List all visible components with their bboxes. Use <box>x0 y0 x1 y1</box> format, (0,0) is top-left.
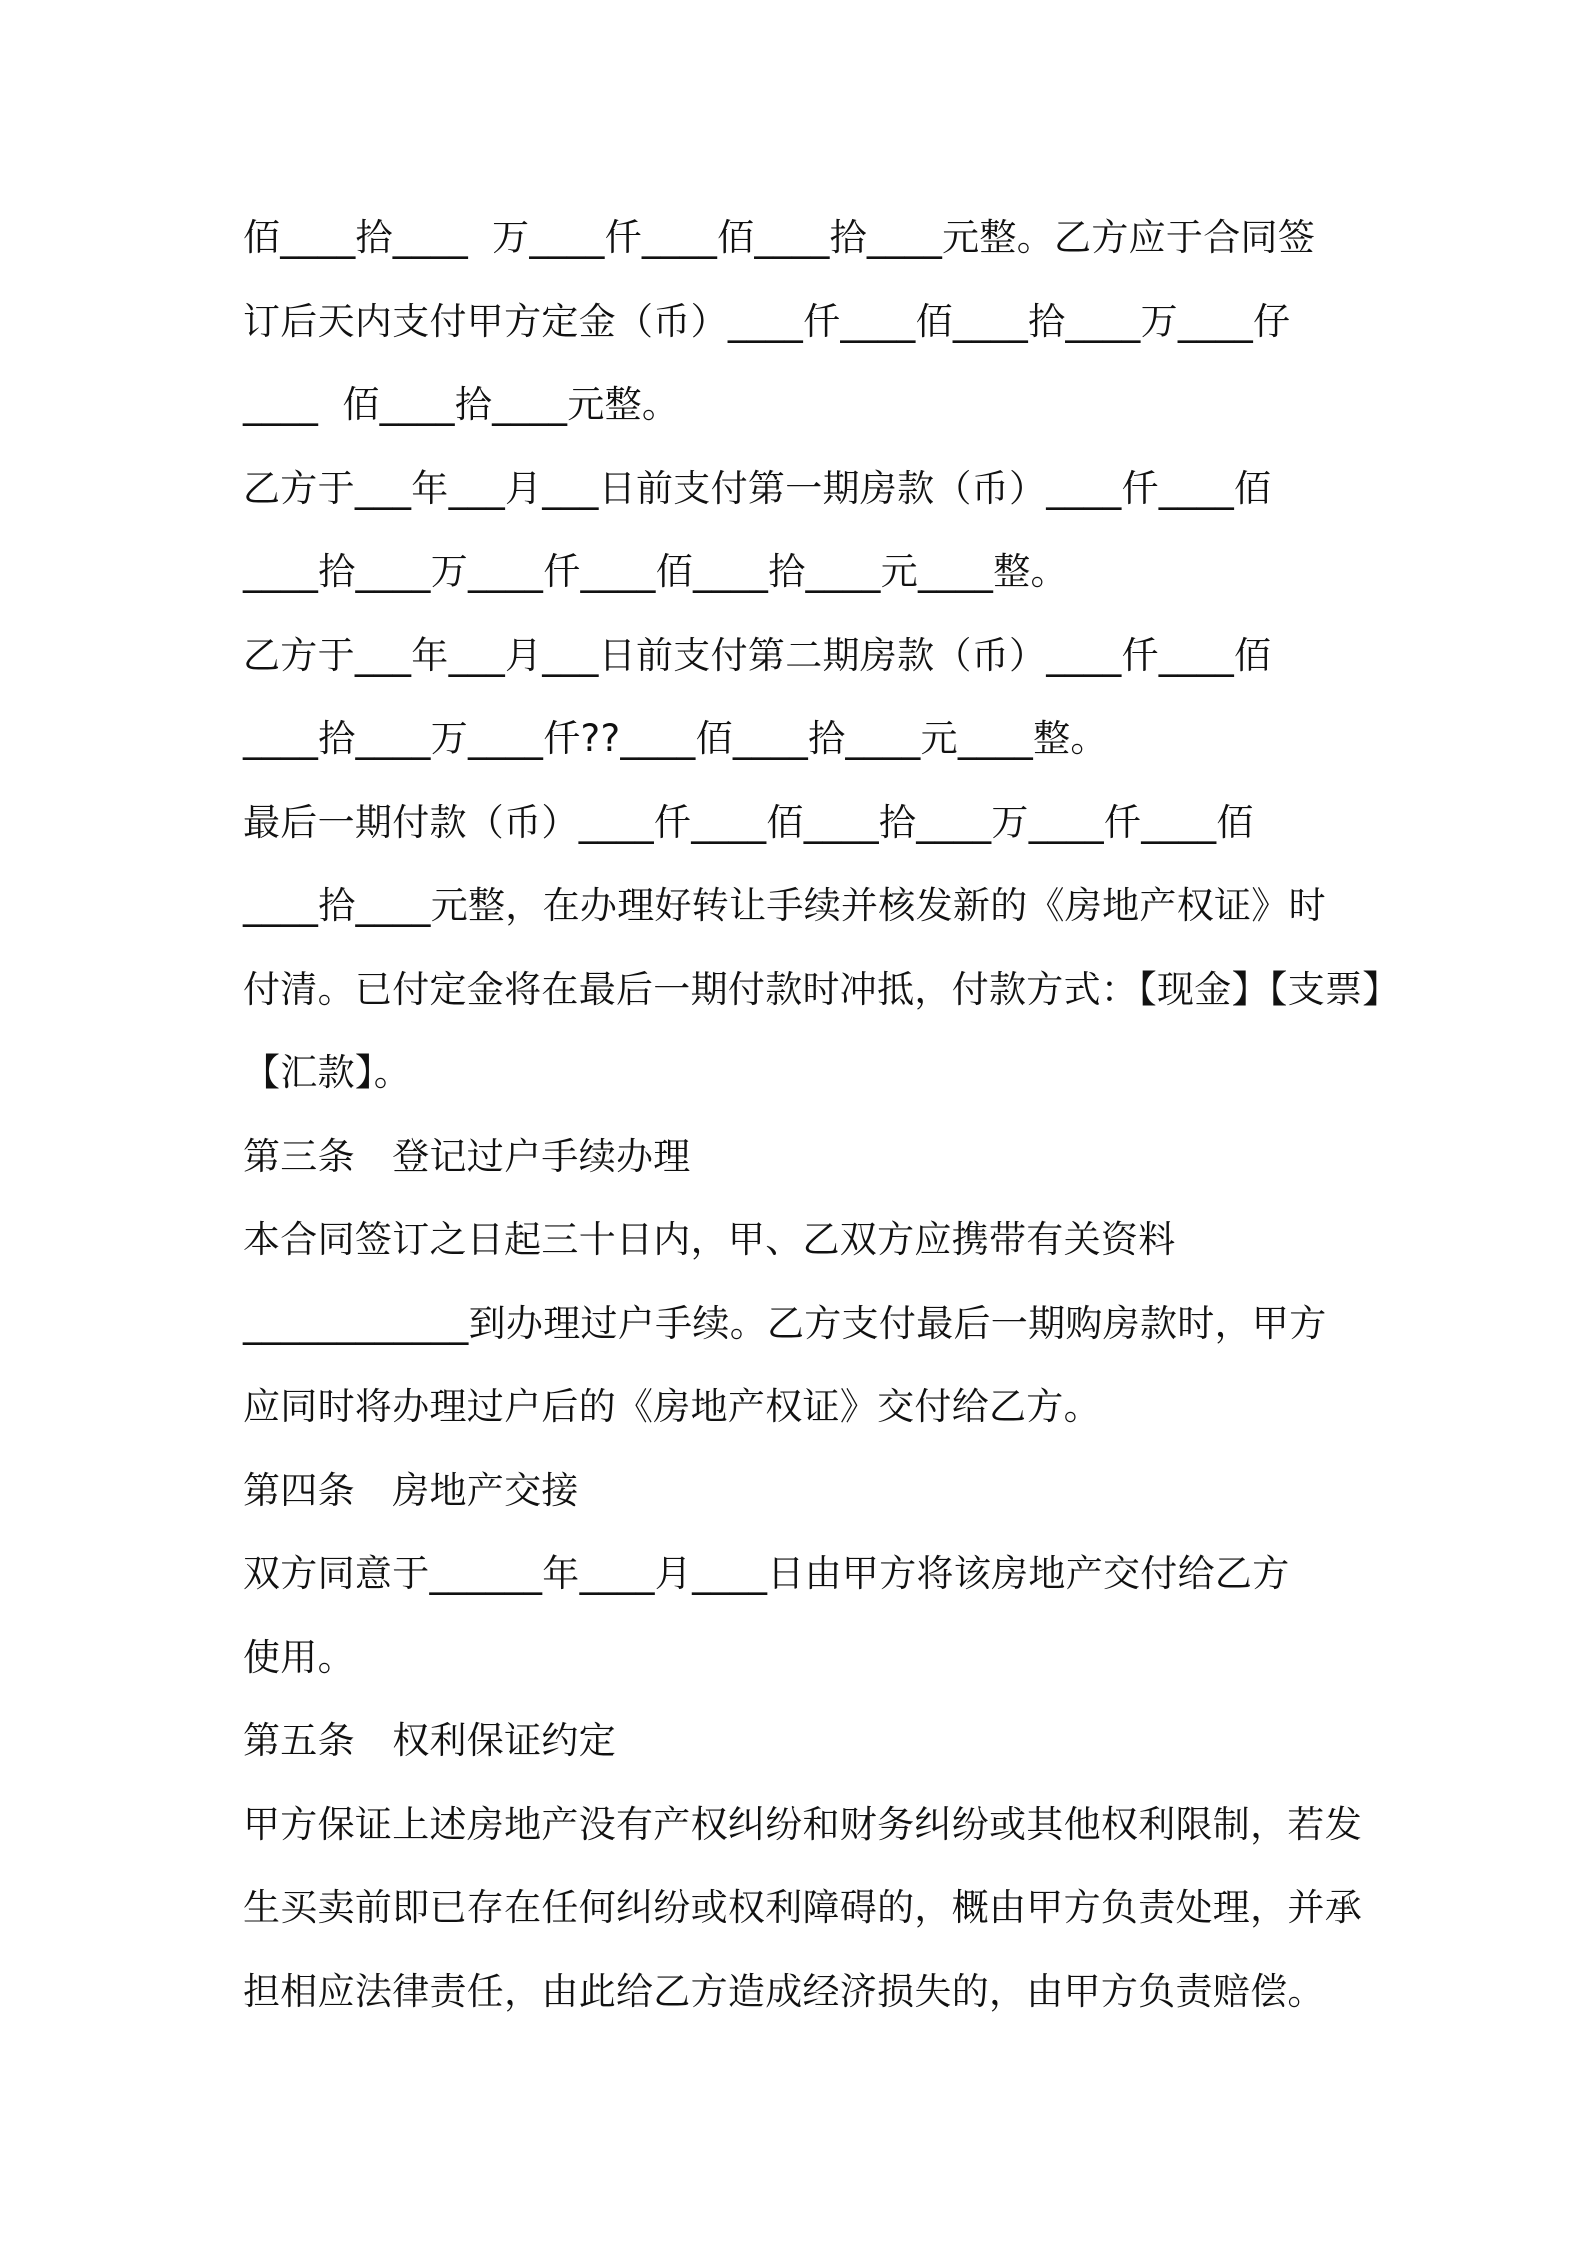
text-line: 担相应法律责任，由此给乙方造成经济损失的，由甲方负责赔偿。 <box>243 1969 1325 2013</box>
text-line: 乙方于___年___月___日前支付第二期房款（币）____仟____佰 <box>243 633 1272 677</box>
text-line: 乙方于___年___月___日前支付第一期房款（币）____仟____佰 <box>243 466 1272 510</box>
text-line: ____拾____万____仟____佰____拾____元____整。 <box>243 550 1068 593</box>
text-line: 应同时将办理过户后的《房地产权证》交付给乙方。 <box>243 1385 1101 1428</box>
text-line: ____________到办理过户手续。乙方支付最后一期购房款时，甲方 <box>243 1301 1327 1345</box>
text-line: ____ 佰____拾____元整。 <box>243 383 680 426</box>
text-line: 生买卖前即已存在任何纠纷或权利障碍的，概由甲方负责处理，并承 <box>243 1886 1362 1929</box>
text-line: ____拾____元整，在办理好转让手续并核发新的《房地产权证》时 <box>243 884 1326 927</box>
text-line: 最后一期付款（币）____仟____佰____拾____万____仟____佰 <box>243 800 1254 844</box>
text-line: 【汇款】。 <box>243 1051 411 1094</box>
section-heading: 第四条 房地产交接 <box>243 1468 579 1512</box>
text-line: 订后天内支付甲方定金（币）____仟____佰____拾____万____仔 <box>243 299 1291 343</box>
section-heading: 第三条 登记过户手续办理 <box>243 1134 691 1178</box>
section-heading: 第五条 权利保证约定 <box>243 1719 616 1762</box>
text-line: 佰____拾____ 万____仟____佰____拾____元整。乙方应于合同签 <box>243 216 1316 259</box>
text-line: 双方同意于______年____月____日由甲方将该房地产交付给乙方 <box>243 1552 1290 1595</box>
text-line: ____拾____万____仟??____佰____拾____元____整。 <box>243 717 1108 760</box>
text-line: 使用。 <box>243 1635 355 1679</box>
document-page <box>243 196 1400 2033</box>
text-line: 本合同签订之日起三十日内，甲、乙双方应携带有关资料 <box>243 1218 1176 1261</box>
text-line: 甲方保证上述房地产没有产权纠纷和财务纠纷或其他权利限制，若发 <box>243 1802 1362 1846</box>
text-line: 付清。已付定金将在最后一期付款时冲抵，付款方式：【现金】【支票】 <box>243 967 1400 1011</box>
